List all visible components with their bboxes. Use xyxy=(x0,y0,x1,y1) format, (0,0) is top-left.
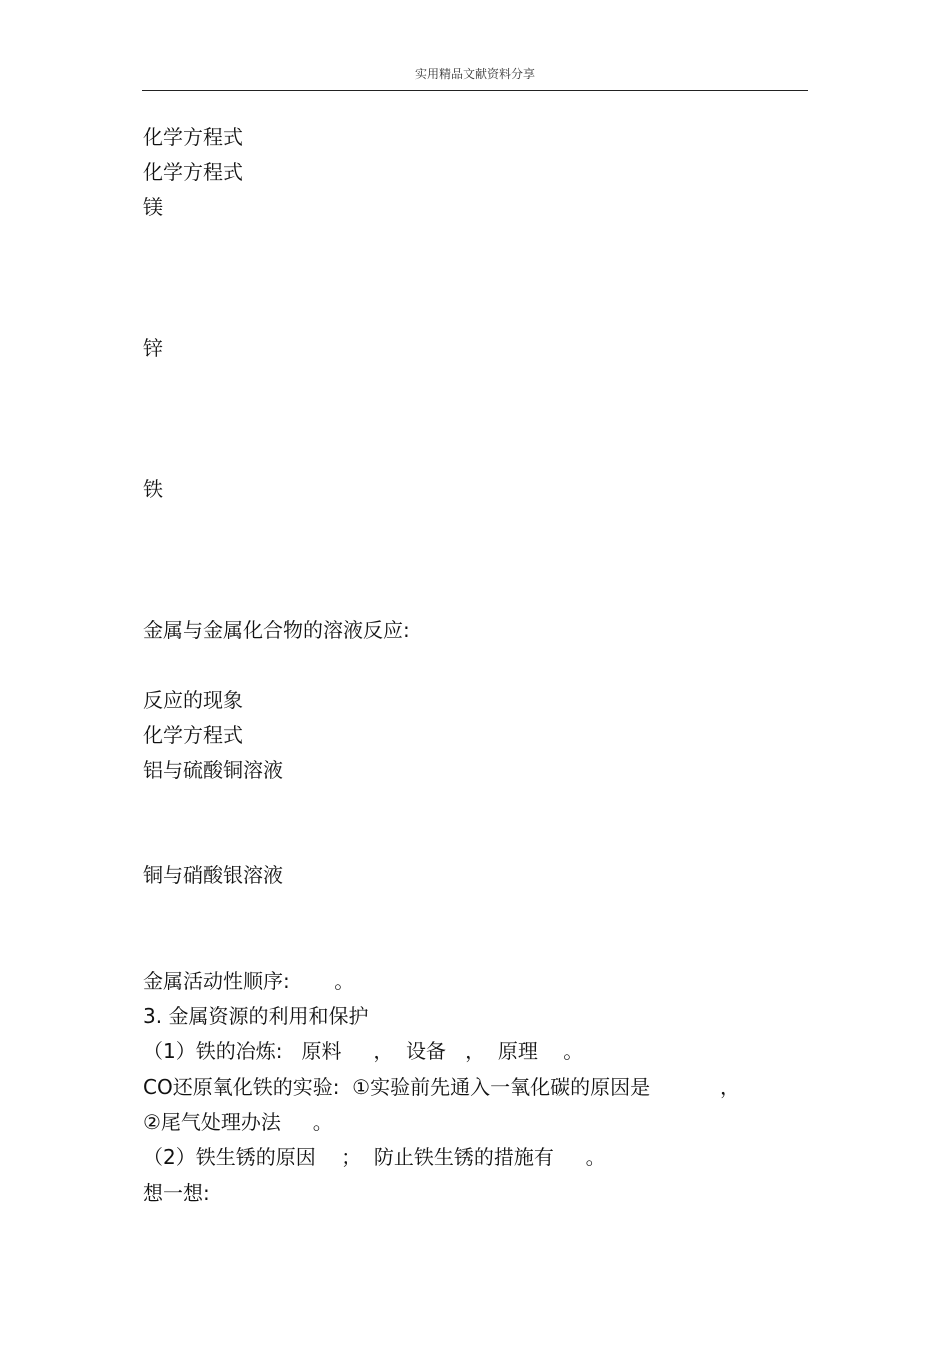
text-line: ②尾气处理办法 。 xyxy=(143,1110,333,1134)
text-line: 化学方程式 xyxy=(143,160,243,184)
text-line: 化学方程式 xyxy=(143,723,243,747)
text-line: 金属活动性顺序: 。 xyxy=(143,969,355,993)
text-line: 铜与硝酸银溶液 xyxy=(143,863,283,887)
text-line: 反应的现象 xyxy=(143,688,243,712)
text-line: 镁 xyxy=(143,195,163,219)
section-heading: 3. 金属资源的利用和保护 xyxy=(143,1004,369,1028)
text-line: CO还原氧化铁的实验: ①实验前先通入一氧化碳的原因是 ， xyxy=(143,1075,741,1099)
text-line: 金属与金属化合物的溶液反应: xyxy=(143,618,410,642)
text-line: 想一想: xyxy=(143,1181,210,1205)
text-line: 铁 xyxy=(143,477,163,501)
text-line: 铝与硫酸铜溶液 xyxy=(143,758,283,782)
header-divider xyxy=(142,90,808,91)
text-line: （1）铁的冶炼: 原料 ， 设备 ， 原理 。 xyxy=(143,1039,584,1063)
text-line: 化学方程式 xyxy=(143,125,243,149)
text-line: 锌 xyxy=(143,336,163,360)
page-header-title: 实用精品文献资料分享 xyxy=(414,67,535,81)
text-line: （2）铁生锈的原因 ； 防止铁生锈的措施有 。 xyxy=(143,1145,606,1169)
